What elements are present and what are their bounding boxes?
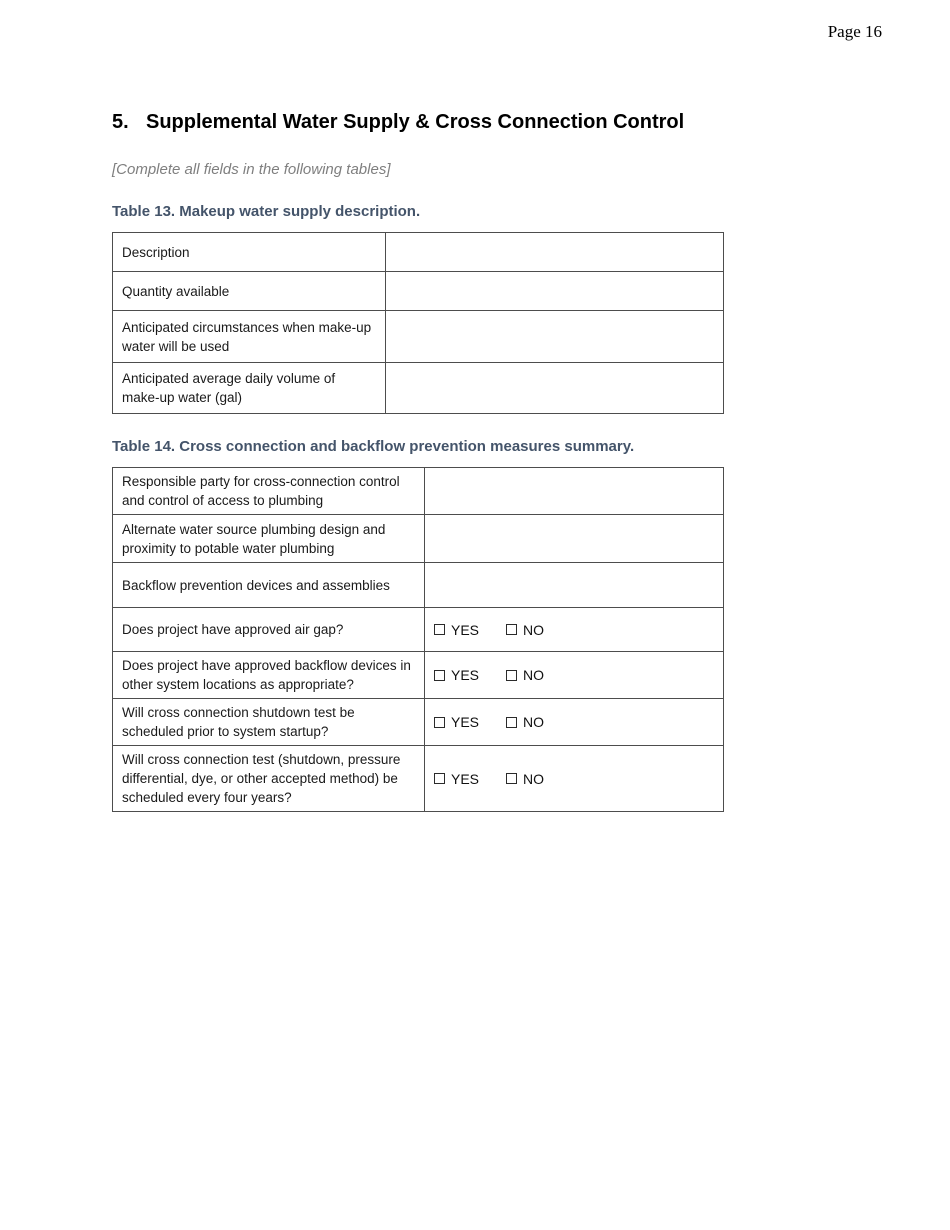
table14-row-answer [424,746,723,811]
section-heading [112,110,724,134]
section-title: Supplemental Water Supply & Cross Connection Control [146,111,685,133]
table-row [113,607,723,651]
table13-row-label: Anticipated circumstances when make-up water will be used [122,319,372,354]
table-row [113,698,723,745]
table14-row-label: Will cross connection shutdown test be scheduled prior to system startup? [122,705,355,739]
yes-label: YES [451,621,480,638]
table14-row-input[interactable] [424,563,723,607]
table14-row-input[interactable] [424,468,723,514]
page-content [112,110,724,812]
table13-row-input[interactable] [385,363,723,413]
no-label: NO [523,714,545,730]
yes-option[interactable] [434,771,479,787]
section-number: 5. [112,111,129,133]
no-label: NO [523,667,545,683]
table14-caption: Table 14. Cross connection and backflow prevention measures summary. [112,438,635,455]
table13-row-label: Anticipated average daily volume of make-up water (gal) [122,371,336,405]
table-row [113,362,723,413]
yes-no-group [434,622,544,638]
table13-row-input[interactable] [385,272,723,310]
no-checkbox[interactable] [506,773,517,784]
yes-no-group [434,771,544,787]
table13-row-input[interactable] [385,311,723,362]
no-label: NO [523,770,545,787]
table14-row-label: Will cross connection test (shutdown, pressure differential, dye, or other accepted method) be scheduled every four years? [122,752,401,805]
yes-checkbox[interactable] [434,773,445,784]
yes-no-group [434,714,544,730]
table14-row-label: Backflow prevention devices and assemblies [122,577,390,593]
yes-label: YES [451,714,480,730]
yes-label: YES [451,770,480,787]
yes-no-group [434,667,544,683]
yes-option[interactable] [434,622,479,638]
no-option[interactable] [506,622,544,638]
no-checkbox[interactable] [506,670,517,681]
page-number: Page 16 [827,22,882,41]
table14 [112,467,724,812]
table13-caption: Table 13. Makeup water supply description. [112,203,421,220]
table-row [113,562,723,607]
table14-row-answer [424,608,723,651]
table13 [112,232,724,414]
yes-checkbox[interactable] [434,624,445,635]
table-row [113,468,723,514]
no-option[interactable] [506,714,544,730]
table-row [113,651,723,698]
table14-row-label: Does project have approved air gap? [122,622,344,637]
instruction-note: [Complete all fields in the following tables] [112,161,391,178]
table-row [113,310,723,362]
no-checkbox[interactable] [506,624,517,635]
yes-label: YES [451,667,480,683]
no-label: NO [523,621,545,638]
table14-row-answer [424,652,723,698]
table13-row-label: Description [122,244,190,260]
table14-row-answer [424,699,723,745]
table13-row-label: Quantity available [122,283,230,299]
yes-checkbox[interactable] [434,670,445,681]
table14-row-input[interactable] [424,515,723,562]
table-row [113,233,723,271]
no-option[interactable] [506,771,544,787]
table-row [113,514,723,562]
no-option[interactable] [506,667,544,683]
table-row [113,271,723,310]
yes-option[interactable] [434,714,479,730]
table-row [113,745,723,811]
table13-row-input[interactable] [385,233,723,271]
table14-row-label: Does project have approved backflow devices in other system locations as appropriate? [122,658,411,692]
table14-row-label: Responsible party for cross-connection control and control of access to plumbing [122,474,400,508]
no-checkbox[interactable] [506,717,517,728]
yes-option[interactable] [434,667,479,683]
yes-checkbox[interactable] [434,717,445,728]
table14-row-label: Alternate water source plumbing design and proximity to potable water plumbing [122,521,386,556]
